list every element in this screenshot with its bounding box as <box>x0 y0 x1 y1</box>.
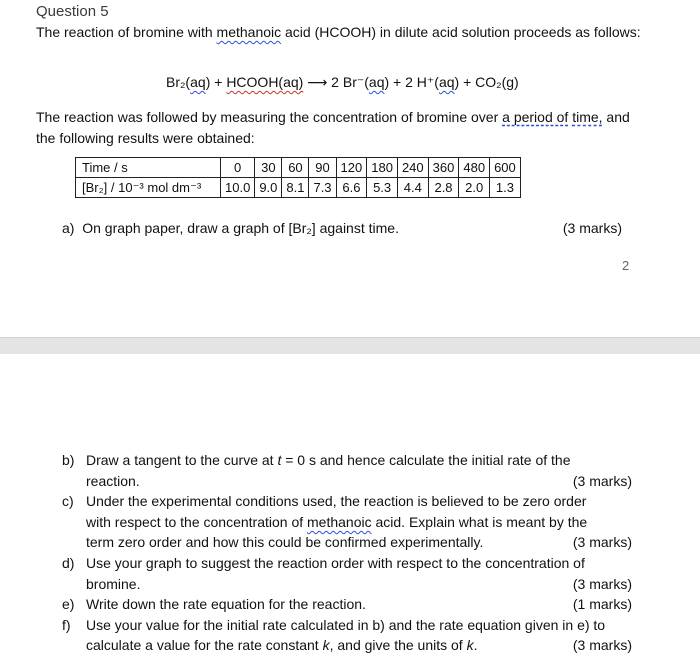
conc-cell: 2.8 <box>428 178 459 198</box>
eq-sep-1: ) + <box>205 74 227 90</box>
eq-aq-2: aq <box>368 74 385 90</box>
part-d-line-2: bromine. <box>86 575 141 592</box>
part-d-marks: (3 marks) <box>572 575 632 592</box>
part-e-label: e) <box>62 596 75 613</box>
intro-paragraph <box>36 22 646 43</box>
time-cell: 480 <box>459 158 490 178</box>
part-d-line-1: Use your graph to suggest the reaction order with respect to the concentration of <box>86 554 585 571</box>
part-b <box>62 450 632 491</box>
question-heading: Question 5 <box>36 3 109 20</box>
page-number: 2 <box>622 258 630 273</box>
concentration-label: [Br₂] / 10⁻³ mol dm⁻³ <box>76 178 221 198</box>
conc-cell: 9.0 <box>255 178 282 198</box>
page-break <box>0 337 700 355</box>
time-cell: 180 <box>367 158 398 178</box>
part-f-line-2-pre: calculate a value for the rate constant <box>86 637 323 654</box>
part-b-text-1: Draw a tangent to the curve at <box>86 452 278 468</box>
part-f-line-2-mid: , and give the units of <box>329 637 467 654</box>
part-d <box>62 553 632 594</box>
spellcheck-word-methanoic[interactable]: methanoic <box>307 513 372 530</box>
eq-hcooh: HCOOH(aq) <box>226 74 304 90</box>
intro-text-pre: The reaction of bromine with <box>36 24 217 40</box>
question-list <box>62 450 632 656</box>
conc-cell: 4.4 <box>397 178 428 198</box>
eq-aq-1: aq <box>190 74 206 90</box>
method-paragraph <box>36 107 646 149</box>
time-cell: 120 <box>336 158 367 178</box>
part-b-text-3: reaction. <box>86 472 140 489</box>
conc-cell: 2.0 <box>459 178 490 198</box>
time-cell: 0 <box>221 158 255 178</box>
part-e-text: Write down the rate equation for the reaction. <box>86 596 366 613</box>
eq-tail: ) + CO₂(g) <box>454 74 519 90</box>
part-f-label: f) <box>62 616 71 633</box>
part-a-marks: (3 marks) <box>562 220 622 236</box>
part-a-label: a) <box>62 220 75 236</box>
part-e-marks: (1 marks) <box>572 596 632 613</box>
spellcheck-word-methanoic[interactable]: methanoic <box>216 24 282 40</box>
time-row <box>76 158 521 178</box>
part-c-line-2-pre: with respect to the concentration of <box>86 513 308 530</box>
time-label: Time / s <box>76 158 221 178</box>
part-f <box>62 615 632 656</box>
part-f-line-1: Use your value for the initial rate calculated in b) and the rate equation given in e) to <box>86 616 606 633</box>
part-c-line-1: Under the experimental conditions used, the reaction is believed to be zero order <box>86 493 587 510</box>
time-cell: 60 <box>282 158 309 178</box>
part-b-var-t: t <box>277 452 282 468</box>
part-b-marks: (3 marks) <box>572 472 632 489</box>
part-c-line-2-post: acid. Explain what is meant by the <box>371 513 588 530</box>
conc-cell: 10.0 <box>221 178 255 198</box>
part-a-text: On graph paper, draw a graph of [Br₂] against time. <box>82 220 399 236</box>
conc-cell: 6.6 <box>336 178 367 198</box>
time-cell: 240 <box>397 158 428 178</box>
part-f-marks: (3 marks) <box>572 637 632 654</box>
time-cell: 360 <box>428 158 459 178</box>
part-c-marks: (3 marks) <box>572 534 632 551</box>
part-a <box>62 220 622 236</box>
conc-cell: 1.3 <box>490 178 521 198</box>
grammar-word-time[interactable]: time, <box>572 109 603 125</box>
part-f-line-2-end: . <box>473 637 478 654</box>
method-text-pre: The reaction was followed by measuring the concentration of bromine over <box>36 109 503 125</box>
part-f-var-k: k <box>466 637 474 654</box>
time-cell: 600 <box>490 158 521 178</box>
part-f-var-k: k <box>322 637 330 654</box>
part-e <box>62 594 632 615</box>
part-c <box>62 491 632 553</box>
eq-aq-3: aq <box>438 74 455 90</box>
conc-cell: 7.3 <box>309 178 336 198</box>
part-d-label: d) <box>62 554 75 571</box>
conc-cell: 8.1 <box>282 178 309 198</box>
part-c-line-3: term zero order and how this could be confirmed experimentally. <box>86 534 484 551</box>
results-table <box>75 157 521 198</box>
part-c-label: c) <box>62 493 74 510</box>
reaction-equation <box>166 74 519 91</box>
part-b-label: b) <box>62 452 75 468</box>
eq-arrow: ⟶ 2 Br⁻( <box>303 74 369 90</box>
part-b-text-2: = 0 s and hence calculate the initial rate of the <box>281 452 571 468</box>
intro-text-post: acid (HCOOH) in dilute acid solution proceeds as follows: <box>281 24 641 40</box>
page-2 <box>0 354 700 659</box>
time-cell: 30 <box>255 158 282 178</box>
grammar-phrase-period[interactable]: a period of <box>502 109 569 125</box>
eq-sep-2: ) + 2 H⁺( <box>384 74 439 90</box>
eq-br2: Br₂( <box>166 74 191 90</box>
method-text-post: and the following results were obtained: <box>36 109 630 146</box>
time-cell: 90 <box>309 158 336 178</box>
conc-cell: 5.3 <box>367 178 398 198</box>
concentration-row <box>76 178 521 198</box>
